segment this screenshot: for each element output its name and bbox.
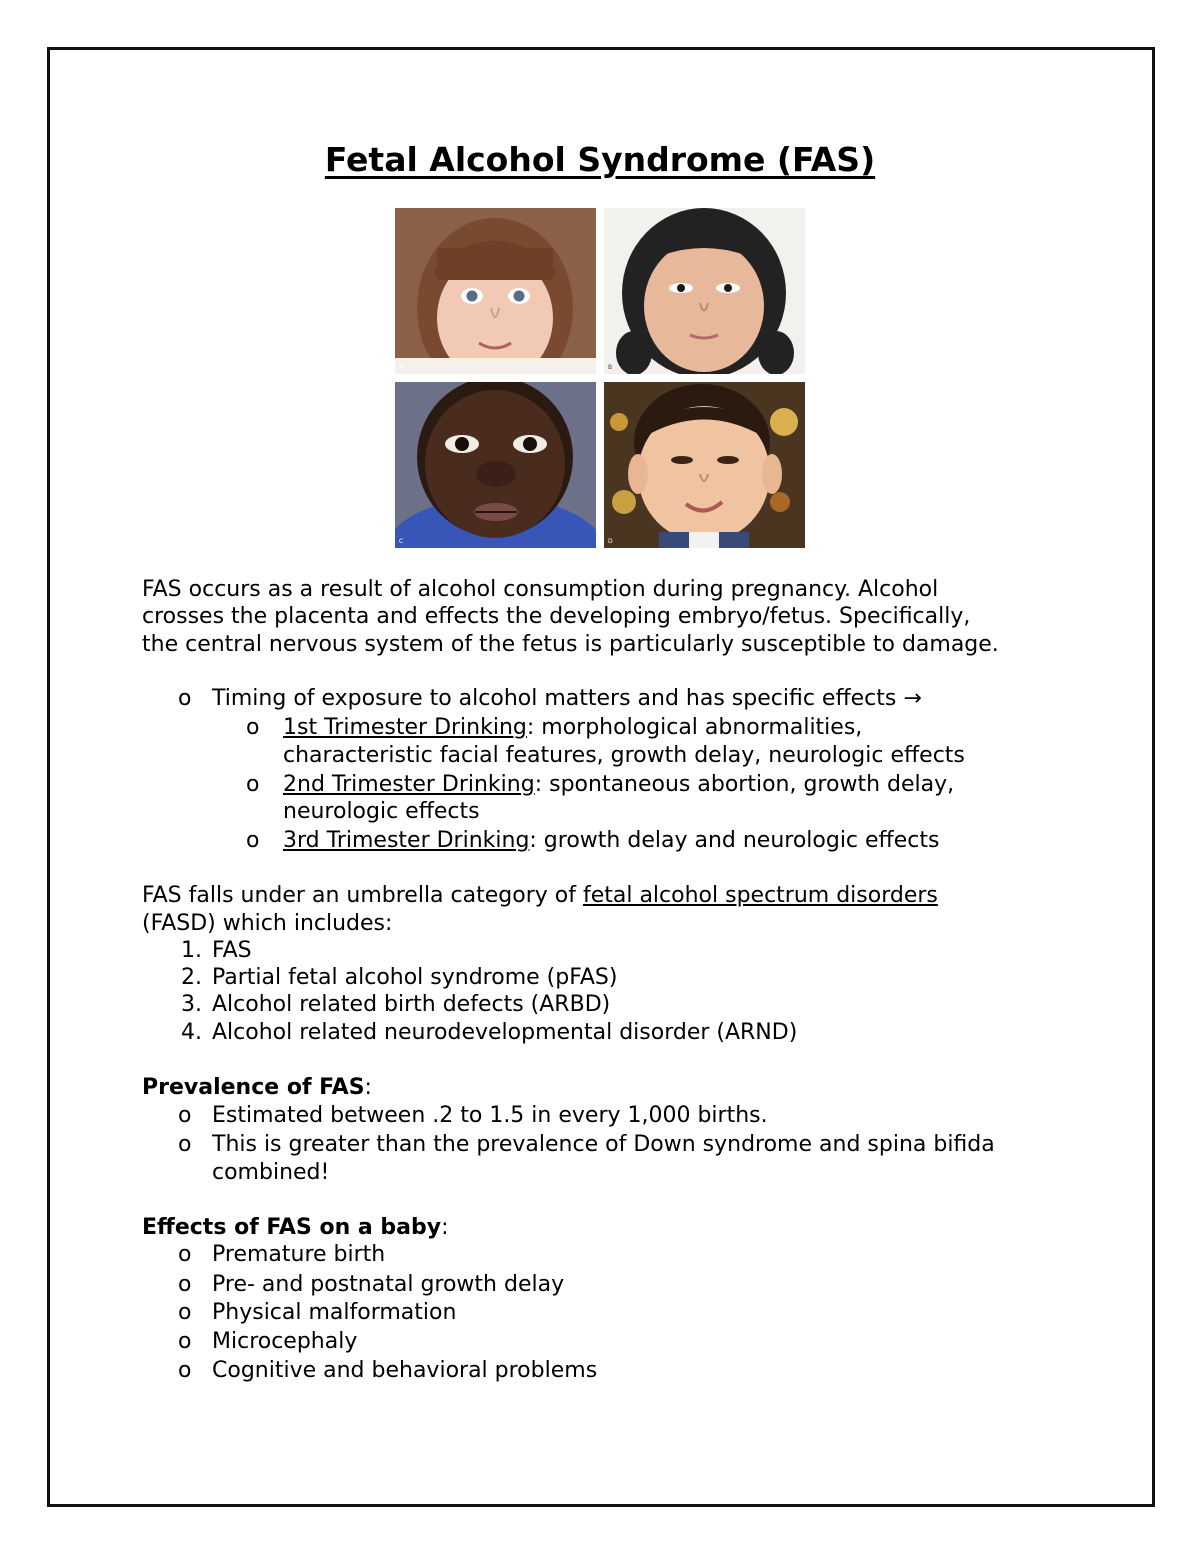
trimester-2-desc-cont: neurologic effects	[283, 799, 480, 824]
bullet-marker: o	[246, 772, 260, 797]
intro-line-1: FAS occurs as a result of alcohol consumption during pregnancy. Alcohol	[142, 577, 939, 602]
bullet-marker: o	[178, 1300, 192, 1325]
trimester-3-label: 3rd Trimester Drinking	[283, 828, 530, 853]
list-number: 2.	[181, 965, 202, 990]
heading-colon: :	[441, 1215, 449, 1240]
heading-colon: :	[364, 1075, 372, 1100]
effects-item: Pre- and postnatal growth delay	[212, 1272, 565, 1297]
bullet-marker: o	[178, 1272, 192, 1297]
effects-heading-text: Effects of FAS on a baby	[142, 1215, 442, 1240]
bullet-marker: o	[178, 686, 192, 711]
fasd-item: FAS	[212, 938, 252, 963]
photo-letter: C	[399, 538, 404, 545]
list-number: 1.	[181, 938, 202, 963]
photo-letter: B	[608, 364, 613, 371]
trimester-1-desc: : morphological abnormalities,	[526, 715, 863, 740]
photo-b	[604, 208, 805, 374]
bullet-marker: o	[178, 1358, 192, 1383]
effects-item: Microcephaly	[212, 1329, 358, 1354]
photo-a	[395, 208, 596, 374]
list-number: 3.	[181, 992, 202, 1017]
document-title: Fetal Alcohol Syndrome (FAS)	[324, 140, 876, 179]
photo-letter: A	[399, 364, 404, 371]
effects-heading	[142, 1214, 1102, 1242]
fasd-intro: FAS falls under an umbrella category of	[142, 883, 583, 908]
timing-item: Timing of exposure to alcohol matters and has specific effects →	[212, 686, 922, 711]
trimester-3-desc: : growth delay and neurologic effects	[529, 828, 940, 853]
trimester-1-desc-cont: characteristic facial features, growth delay, neurologic effects	[283, 743, 965, 768]
photo-c	[395, 382, 596, 548]
intro-line-2: crosses the placenta and effects the developing embryo/fetus. Specifically,	[142, 604, 971, 629]
fasd-item: Alcohol related birth defects (ARBD)	[212, 992, 611, 1017]
bullet-marker: o	[178, 1103, 192, 1128]
trimester-2-label: 2nd Trimester Drinking	[283, 772, 535, 797]
fasd-item: Alcohol related neurodevelopmental disorder (ARND)	[212, 1020, 798, 1045]
trimester-2-item	[283, 771, 954, 799]
prevalence-item-cont: combined!	[212, 1160, 330, 1185]
bullet-marker: o	[178, 1132, 192, 1157]
trimester-1-item	[283, 714, 862, 742]
prevalence-heading-text: Prevalence of FAS	[142, 1075, 365, 1100]
trimester-3-item	[283, 827, 939, 855]
effects-item: Cognitive and behavioral problems	[212, 1358, 598, 1383]
bullet-marker: o	[178, 1242, 192, 1267]
photo-grid	[395, 208, 805, 548]
fasd-term: fetal alcohol spectrum disorders	[582, 883, 938, 908]
fasd-line-1	[142, 882, 1102, 910]
fasd-item: Partial fetal alcohol syndrome (pFAS)	[212, 965, 618, 990]
effects-item: Premature birth	[212, 1242, 386, 1267]
bullet-marker: o	[178, 1329, 192, 1354]
effects-item: Physical malformation	[212, 1300, 457, 1325]
prevalence-item: This is greater than the prevalence of Down syndrome and spina bifida	[212, 1132, 995, 1157]
prevalence-item: Estimated between .2 to 1.5 in every 1,000 births.	[212, 1103, 768, 1128]
bullet-marker: o	[246, 828, 260, 853]
list-number: 4.	[181, 1020, 202, 1045]
prevalence-heading	[142, 1074, 1102, 1102]
photo-d	[604, 382, 805, 548]
photo-letter: D	[608, 538, 613, 545]
trimester-1-label: 1st Trimester Drinking	[283, 715, 527, 740]
fasd-line-2: (FASD) which includes:	[142, 911, 393, 936]
intro-line-3: the central nervous system of the fetus is particularly susceptible to damage.	[142, 632, 999, 657]
bullet-marker: o	[246, 715, 260, 740]
trimester-2-desc: : spontaneous abortion, growth delay,	[534, 772, 955, 797]
